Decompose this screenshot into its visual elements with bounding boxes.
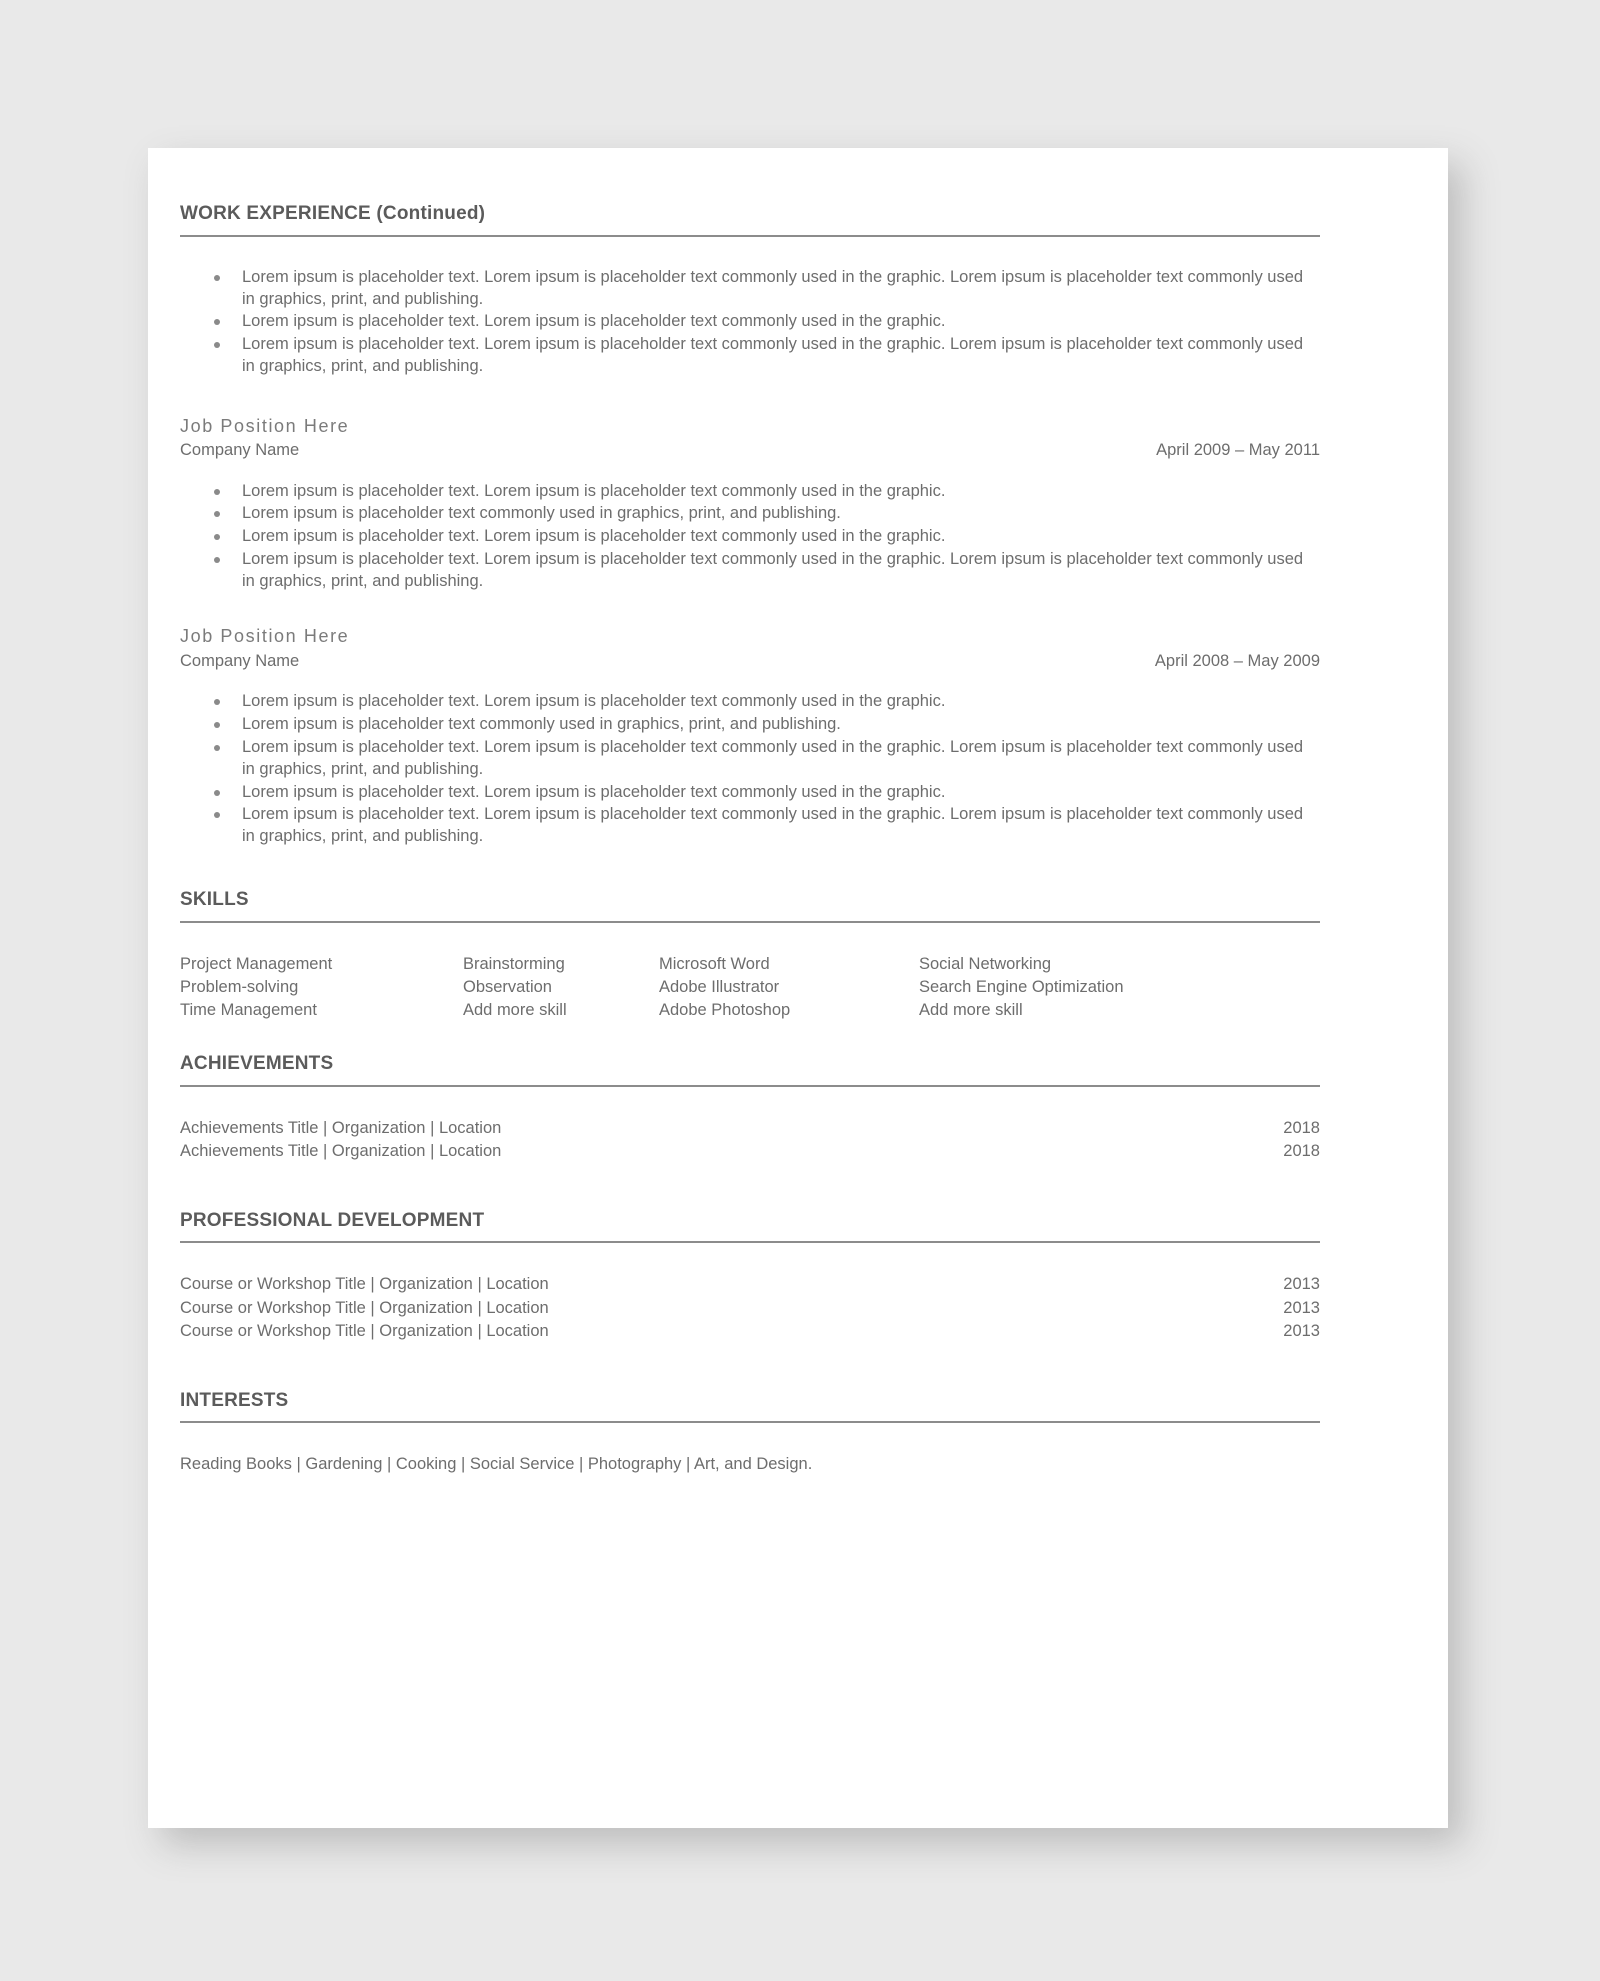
course-label: Course or Workshop Title | Organization | Location: [180, 1275, 549, 1294]
spacer: [180, 849, 1416, 889]
job-bullets: [180, 481, 1416, 593]
job-entry: [180, 413, 1416, 593]
achievement-row: [180, 1140, 1320, 1163]
spacer: [180, 1344, 1416, 1390]
job-bullets: [180, 691, 1416, 847]
skill-item: Adobe Photoshop: [659, 1001, 791, 1020]
course-row: [180, 1297, 1320, 1320]
skills-grid: [180, 953, 1416, 1023]
section-heading-work-experience: WORK EXPERIENCE (Continued): [180, 203, 1320, 237]
skill-item: Search Engine Optimization: [919, 978, 1124, 997]
skill-item: Adobe Illustrator: [659, 978, 780, 997]
skill-item: Social Networking: [919, 954, 1052, 973]
achievement-label: Achievements Title | Organization | Location: [180, 1142, 502, 1161]
job-dates: April 2009 – May 2011: [1156, 440, 1320, 459]
list-item: Lorem ipsum is placeholder text. Lorem ipsum is placeholder text commonly used in the graphic. Lorem ipsum is placeholder text commonly used in graphics, print, and publishing.: [180, 549, 1320, 593]
achievement-row: [180, 1117, 1320, 1140]
spacer: [180, 1243, 1416, 1273]
spacer: [180, 463, 1416, 481]
skill-item: Project Management: [180, 954, 333, 973]
skill-item: Observation: [463, 978, 552, 997]
list-item: Lorem ipsum is placeholder text. Lorem ipsum is placeholder text commonly used in the graphic.: [180, 311, 1320, 333]
spacer: [180, 673, 1416, 691]
achievement-label: Achievements Title | Organization | Location: [180, 1118, 502, 1137]
course-year: 2013: [1283, 1275, 1320, 1294]
section-heading-interests: INTERESTS: [180, 1390, 1320, 1424]
job-company: Company Name: [180, 440, 300, 459]
list-item: Lorem ipsum is placeholder text commonly used in graphics, print, and publishing.: [180, 714, 1320, 736]
spacer: [180, 593, 1416, 623]
skill-item: Microsoft Word: [659, 954, 770, 973]
spacer: [180, 379, 1416, 413]
job-title: Job Position Here: [180, 626, 350, 647]
section-heading-skills: SKILLS: [180, 889, 1320, 923]
list-item: Lorem ipsum is placeholder text. Lorem ipsum is placeholder text commonly used in the graphic. Lorem ipsum is placeholder text commonly used in graphics, print, and publishing.: [180, 267, 1320, 311]
job-dates: April 2008 – May 2009: [1154, 651, 1320, 670]
course-label: Course or Workshop Title | Organization | Location: [180, 1322, 549, 1341]
achievement-year: 2018: [1283, 1142, 1320, 1161]
section-work-experience: [180, 203, 1416, 848]
skill-item: Brainstorming: [463, 954, 565, 973]
list-item: Lorem ipsum is placeholder text. Lorem ipsum is placeholder text commonly used in the graphic. Lorem ipsum is placeholder text commonly used in graphics, print, and publishing.: [180, 334, 1320, 378]
skill-item: Time Management: [180, 1001, 317, 1020]
list-item: Lorem ipsum is placeholder text. Lorem ipsum is placeholder text commonly used in the graphic.: [180, 691, 1320, 713]
resume-page-sheet: [148, 148, 1448, 1828]
spacer: [180, 1423, 1416, 1453]
job-title: Job Position Here: [180, 415, 350, 436]
list-item: Lorem ipsum is placeholder text commonly used in graphics, print, and publishing.: [180, 503, 1320, 525]
list-item: Lorem ipsum is placeholder text. Lorem ipsum is placeholder text commonly used in the graphic. Lorem ipsum is placeholder text commonly used in graphics, print, and publishing.: [180, 737, 1320, 781]
list-item: Lorem ipsum is placeholder text. Lorem ipsum is placeholder text commonly used in the graphic.: [180, 782, 1320, 804]
achievement-year: 2018: [1283, 1118, 1320, 1137]
document-body: [180, 203, 1416, 1477]
course-year: 2013: [1283, 1322, 1320, 1341]
section-heading-achievements: ACHIEVEMENTS: [180, 1053, 1320, 1087]
course-row: [180, 1320, 1320, 1343]
job-meta-row: [180, 439, 1320, 463]
spacer: [180, 237, 1416, 267]
spacer: [180, 1023, 1416, 1053]
skill-item: Problem-solving: [180, 978, 299, 997]
spacer: [180, 923, 1416, 953]
job-entry: [180, 623, 1416, 847]
skill-item: Add more skill: [919, 1001, 1023, 1020]
list-item: Lorem ipsum is placeholder text. Lorem ipsum is placeholder text commonly used in the graphic. Lorem ipsum is placeholder text commonly used in graphics, print, and publishing.: [180, 804, 1320, 848]
list-item: Lorem ipsum is placeholder text. Lorem ipsum is placeholder text commonly used in the graphic.: [180, 526, 1320, 548]
work-experience-continued-bullets: [180, 267, 1416, 378]
course-label: Course or Workshop Title | Organization | Location: [180, 1298, 549, 1317]
job-company: Company Name: [180, 651, 300, 670]
section-skills: [180, 889, 1416, 1023]
section-interests: [180, 1390, 1416, 1477]
section-professional-development: [180, 1210, 1416, 1344]
list-item: Lorem ipsum is placeholder text. Lorem ipsum is placeholder text commonly used in the graphic.: [180, 481, 1320, 503]
interests-list: Reading Books | Gardening | Cooking | Social Service | Photography | Art, and Design.: [180, 1455, 813, 1474]
course-year: 2013: [1283, 1298, 1320, 1317]
job-meta-row: [180, 650, 1320, 674]
skill-item: Add more skill: [463, 1001, 567, 1020]
section-achievements: [180, 1053, 1416, 1164]
section-heading-professional-development: PROFESSIONAL DEVELOPMENT: [180, 1210, 1320, 1244]
spacer: [180, 1164, 1416, 1210]
course-row: [180, 1273, 1320, 1296]
spacer: [180, 1087, 1416, 1117]
